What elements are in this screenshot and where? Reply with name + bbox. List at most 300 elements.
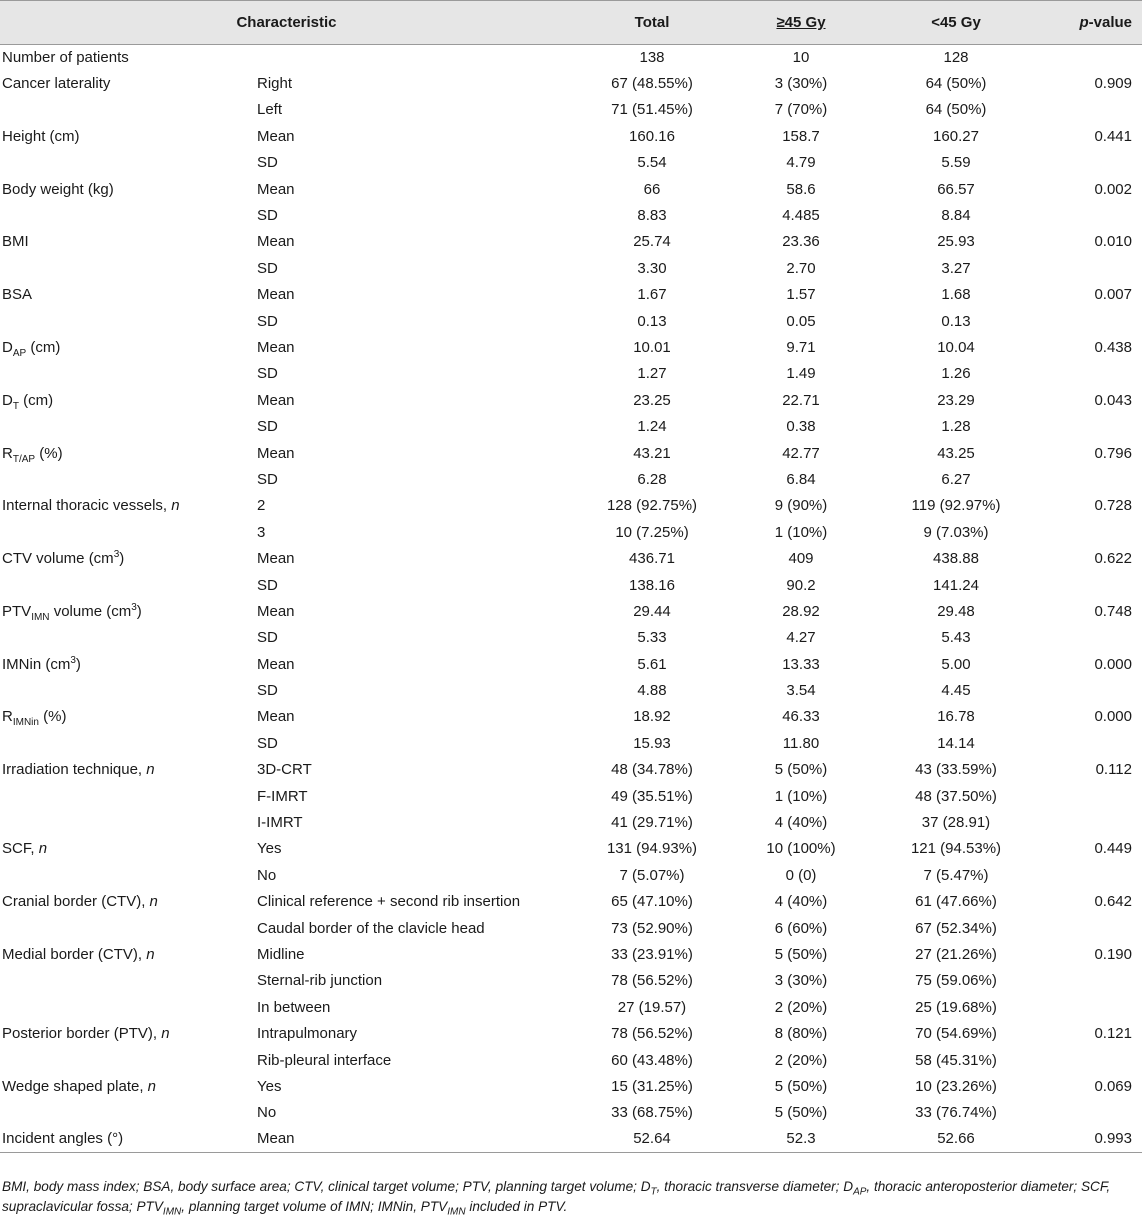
table-row	[0, 308, 1142, 334]
characteristic-text: BMI	[2, 233, 29, 251]
cell-lt45: 5.00	[941, 655, 971, 673]
characteristic-superscript: 3	[131, 601, 137, 613]
cell-characteristic	[0, 704, 255, 730]
cell-pvalue: 0.993	[1041, 1127, 1142, 1153]
cell-ge45: 5 (50%)	[774, 945, 828, 963]
characteristic-subscript: AP	[12, 347, 27, 359]
cell-lt45: 9 (7.03%)	[923, 523, 989, 541]
cell-subcategory: Mean	[257, 391, 295, 409]
cell-total: 66	[643, 180, 661, 198]
characteristic-italic: n	[146, 761, 155, 779]
cell-characteristic	[0, 45, 255, 71]
cell-ge45: 3.54	[786, 682, 816, 700]
header-characteristic-label: Characteristic	[236, 14, 337, 31]
cell-characteristic	[0, 546, 255, 572]
cell-lt45: 0.13	[941, 312, 971, 330]
cell-ge45: 28.92	[782, 602, 820, 620]
cell-characteristic	[0, 440, 255, 466]
table-row	[0, 1074, 1142, 1100]
cell-lt45: 5.59	[941, 154, 971, 172]
characteristic-text: Number of patients	[2, 48, 129, 66]
table-row	[0, 256, 1142, 282]
cell-lt45: 29.48	[937, 602, 975, 620]
cell-lt45: 128	[943, 48, 969, 66]
cell-ge45: 42.77	[782, 444, 820, 462]
cell-characteristic	[0, 467, 255, 493]
cell-pvalue	[1041, 361, 1142, 387]
cell-total: 33 (68.75%)	[611, 1104, 693, 1122]
characteristic-subscript: T/AP	[12, 453, 36, 465]
cell-pvalue	[1041, 810, 1142, 836]
cell-pvalue	[1041, 731, 1142, 757]
characteristic-italic: n	[38, 840, 48, 858]
cell-subcategory: Mean	[257, 233, 295, 251]
table-row	[0, 546, 1142, 572]
cell-characteristic	[0, 995, 255, 1021]
cell-subcategory: Mean	[257, 127, 295, 145]
cell-pvalue: 0.007	[1094, 286, 1132, 304]
cell-ge45: 1 (10%)	[774, 787, 828, 805]
cell-subcategory: Right	[257, 75, 293, 93]
cell-ge45: 2.70	[786, 259, 816, 277]
cell-ge45: 1 (10%)	[774, 523, 828, 541]
cell-ge45: 3 (30%)	[774, 75, 828, 93]
cell-pvalue	[1041, 915, 1142, 941]
cell-total: 71 (51.45%)	[611, 101, 693, 119]
table-row	[0, 995, 1142, 1021]
cell-subcategory: SD	[257, 154, 278, 172]
cell-ge45: 11.80	[782, 734, 820, 752]
cell-subcategory: Sternal-rib junction	[257, 972, 383, 990]
cell-ge45: 2 (20%)	[774, 1051, 828, 1069]
cell-subcategory: SD	[257, 418, 278, 436]
cell-subcategory: I-IMRT	[257, 814, 303, 832]
table-row	[0, 176, 1142, 202]
cell-pvalue	[1041, 625, 1142, 651]
cell-total: 49 (35.51%)	[611, 787, 693, 805]
cell-total: 1.27	[637, 365, 667, 383]
cell-total: 27 (19.57)	[617, 998, 687, 1016]
cell-ge45: 5 (50%)	[774, 1077, 828, 1095]
table-row	[0, 361, 1142, 387]
cell-lt45: 48 (37.50%)	[915, 787, 997, 805]
cell-characteristic	[0, 176, 255, 202]
cell-subcategory: In between	[257, 998, 331, 1016]
cell-subcategory: Mean	[257, 550, 295, 568]
cell-total: 23.25	[633, 391, 671, 409]
cell-characteristic	[0, 520, 255, 546]
cell-subcategory: Mean	[257, 338, 295, 356]
cell-lt45: 23.29	[937, 391, 975, 409]
cell-ge45: 58.6	[786, 180, 816, 198]
cell-subcategory: SD	[257, 207, 278, 225]
cell-characteristic	[0, 757, 255, 783]
table-row	[0, 889, 1142, 915]
cell-ge45: 10 (100%)	[766, 840, 836, 858]
cell-subcategory: SD	[257, 734, 278, 752]
table-row	[0, 863, 1142, 889]
cell-subcategory: SD	[257, 365, 278, 383]
table-row	[0, 757, 1142, 783]
cell-lt45: 43 (33.59%)	[915, 761, 997, 779]
cell-characteristic	[0, 97, 255, 123]
cell-subcategory: Mean	[257, 444, 295, 462]
footnote-text: included in PTV.	[465, 1199, 568, 1214]
table-row	[0, 625, 1142, 651]
cell-total: 29.44	[633, 602, 671, 620]
cell-pvalue: 0.000	[1094, 708, 1132, 726]
characteristic-text: Internal thoracic vessels,	[2, 497, 172, 515]
table-row	[0, 810, 1142, 836]
cell-lt45: 37 (28.91)	[921, 814, 991, 832]
cell-lt45: 160.27	[933, 127, 979, 145]
cell-subcategory: Mean	[257, 655, 295, 673]
cell-lt45: 64 (50%)	[925, 101, 987, 119]
characteristic-text-end: (%)	[38, 708, 67, 726]
cell-subcategory: Left	[257, 101, 283, 119]
table-row	[0, 493, 1142, 519]
cell-ge45: 4 (40%)	[774, 893, 828, 911]
cell-total: 60 (43.48%)	[611, 1051, 693, 1069]
table-row	[0, 97, 1142, 123]
table-row	[0, 1047, 1142, 1073]
cell-total: 8.83	[637, 207, 667, 225]
cell-total: 5.33	[637, 629, 667, 647]
table-row	[0, 1021, 1142, 1047]
cell-characteristic	[0, 942, 255, 968]
table-row	[0, 704, 1142, 730]
cell-lt45: 1.68	[941, 286, 971, 304]
cell-ge45: 9 (90%)	[774, 497, 828, 515]
cell-total: 52.64	[573, 1127, 731, 1153]
cell-total: 436.71	[629, 550, 675, 568]
cell-total: 5.54	[637, 154, 667, 172]
cell-total: 15.93	[633, 734, 671, 752]
characteristic-text: Height (cm)	[2, 127, 80, 145]
cell-lt45: 75 (59.06%)	[915, 972, 997, 990]
cell-pvalue: 0.642	[1094, 893, 1132, 911]
header-lt45-label: <45 Gy	[931, 14, 981, 31]
cell-pvalue	[1041, 968, 1142, 994]
cell-characteristic	[0, 124, 255, 150]
cell-total: 48 (34.78%)	[611, 761, 693, 779]
cell-lt45: 121 (94.53%)	[910, 840, 1002, 858]
cell-ge45: 13.33	[782, 655, 820, 673]
cell-pvalue	[1041, 520, 1142, 546]
characteristic-text-end: (cm)	[26, 338, 61, 356]
table-row	[0, 150, 1142, 176]
cell-lt45: 438.88	[933, 550, 979, 568]
characteristic-text: Cancer laterality	[2, 75, 111, 93]
cell-subcategory: Mean	[257, 286, 295, 304]
cell-ge45: 4 (40%)	[774, 814, 828, 832]
characteristic-subscript: T	[12, 400, 19, 412]
footnote-text: BMI, body mass index; BSA, body surface area; CTV, clinical target volume; PTV, planning target volume; D	[2, 1179, 651, 1194]
characteristic-text: CTV volume (cm	[2, 550, 114, 568]
cell-pvalue	[1041, 45, 1142, 71]
cell-subcategory: Mean	[257, 180, 295, 198]
characteristic-text-end: volume (cm	[49, 602, 132, 620]
header-total-label: Total	[634, 14, 670, 31]
cell-subcategory: Rib-pleural interface	[257, 1051, 392, 1069]
table-row	[0, 414, 1142, 440]
cell-ge45: 5 (50%)	[774, 761, 828, 779]
cell-lt45: 7 (5.47%)	[923, 866, 989, 884]
cell-ge45: 4.485	[782, 207, 820, 225]
cell-total: 41 (29.71%)	[611, 814, 693, 832]
cell-lt45: 52.66	[871, 1127, 1041, 1153]
table-row	[0, 45, 1142, 71]
cell-pvalue: 0.190	[1094, 945, 1132, 963]
cell-total: 0.13	[637, 312, 667, 330]
cell-lt45: 61 (47.66%)	[915, 893, 997, 911]
table-footnote	[2, 1177, 1138, 1217]
cell-ge45: 8 (80%)	[774, 1025, 828, 1043]
table-row	[0, 335, 1142, 361]
cell-total: 73 (52.90%)	[611, 919, 693, 937]
cell-pvalue: 0.441	[1094, 127, 1132, 145]
cell-pvalue	[1041, 203, 1142, 229]
table-body	[0, 45, 1142, 1153]
cell-lt45: 6.27	[941, 470, 971, 488]
cell-subcategory: 3	[257, 523, 266, 541]
cell-subcategory	[255, 45, 573, 71]
cell-pvalue	[1041, 467, 1142, 493]
cell-pvalue	[1041, 150, 1142, 176]
cell-pvalue	[1041, 678, 1142, 704]
footnote-subscript: IMN	[447, 1206, 466, 1218]
cell-characteristic	[0, 810, 255, 836]
cell-pvalue	[1041, 572, 1142, 598]
cell-subcategory: Intrapulmonary	[257, 1025, 358, 1043]
cell-ge45: 1.49	[786, 365, 816, 383]
cell-subcategory: Caudal border of the clavicle head	[257, 919, 485, 937]
characteristic-text: D	[2, 391, 13, 409]
characteristic-text-end: (cm)	[18, 391, 54, 409]
cell-lt45: 66.57	[937, 180, 975, 198]
cell-lt45: 43.25	[937, 444, 975, 462]
header-pvalue	[1041, 1, 1142, 45]
table-row	[0, 229, 1142, 255]
cell-lt45: 1.26	[941, 365, 971, 383]
cell-pvalue	[1041, 308, 1142, 334]
footnote-subscript: T	[650, 1186, 657, 1198]
header-ge45-label: ≥45 Gy	[776, 14, 826, 31]
cell-characteristic	[0, 388, 255, 414]
cell-pvalue: 0.000	[1094, 655, 1132, 673]
cell-ge45: 0.38	[786, 418, 816, 436]
cell-ge45: 7 (70%)	[774, 101, 828, 119]
cell-ge45: 9.71	[786, 338, 816, 356]
characteristic-text: Posterior border (PTV),	[2, 1025, 162, 1043]
cell-total: 7 (5.07%)	[619, 866, 685, 884]
cell-subcategory: Mean	[257, 602, 295, 620]
table-row	[0, 440, 1142, 466]
characteristic-text: R	[2, 444, 13, 462]
cell-pvalue	[1041, 97, 1142, 123]
characteristic-text: R	[2, 708, 13, 726]
cell-characteristic	[0, 256, 255, 282]
cell-subcategory: 2	[257, 497, 266, 515]
cell-lt45: 14.14	[937, 734, 975, 752]
cell-total: 25.74	[633, 233, 671, 251]
table-row	[0, 1100, 1142, 1126]
characteristic-italic: n	[161, 1025, 170, 1043]
cell-ge45: 90.2	[786, 576, 816, 594]
characteristic-text: BSA	[2, 286, 33, 304]
cell-lt45: 27 (21.26%)	[915, 945, 997, 963]
cell-subcategory: Clinical reference + second rib insertion	[257, 893, 521, 911]
cell-ge45: 46.33	[782, 708, 820, 726]
cell-total: 78 (56.52%)	[611, 972, 693, 990]
cell-total: 1.24	[637, 418, 667, 436]
header-characteristic	[0, 1, 573, 45]
cell-pvalue	[1041, 1100, 1142, 1126]
cell-total: 3.30	[637, 259, 667, 277]
cell-pvalue	[1041, 414, 1142, 440]
cell-lt45: 25.93	[937, 233, 975, 251]
characteristic-text: Medial border (CTV),	[2, 945, 147, 963]
cell-characteristic	[0, 71, 255, 97]
cell-characteristic	[0, 625, 255, 651]
characteristic-text-end: (%)	[35, 444, 63, 462]
table-row	[0, 942, 1142, 968]
cell-characteristic	[0, 203, 255, 229]
cell-subcategory: 3D-CRT	[257, 761, 312, 779]
characteristic-text: Wedge shaped plate,	[2, 1077, 148, 1095]
table-row	[0, 1127, 1142, 1153]
cell-lt45: 70 (54.69%)	[915, 1025, 997, 1043]
cell-ge45: 3 (30%)	[774, 972, 828, 990]
cell-lt45: 5.43	[941, 629, 971, 647]
cell-pvalue: 0.002	[1094, 180, 1132, 198]
cell-characteristic	[0, 229, 255, 255]
characteristic-text: Body weight (kg)	[2, 180, 114, 198]
cell-ge45: 6.84	[786, 470, 816, 488]
cell-lt45: 4.45	[941, 682, 971, 700]
table-row	[0, 836, 1142, 862]
characteristic-italic: n	[149, 893, 158, 911]
table-row	[0, 124, 1142, 150]
cell-lt45: 58 (45.31%)	[915, 1051, 997, 1069]
cell-characteristic	[0, 599, 255, 625]
header-total	[573, 1, 731, 45]
characteristic-text: SCF,	[2, 840, 39, 858]
characteristic-subscript: IMN	[31, 611, 50, 623]
cell-ge45: 4.27	[786, 629, 816, 647]
cell-subcategory: SD	[257, 576, 278, 594]
cell-total: 1.67	[637, 286, 667, 304]
cell-pvalue: 0.121	[1094, 1025, 1132, 1043]
cell-ge45: 0 (0)	[785, 866, 817, 884]
cell-pvalue	[1041, 1047, 1142, 1073]
cell-pvalue: 0.010	[1094, 233, 1132, 251]
cell-ge45: 52.3	[731, 1127, 871, 1153]
cell-subcategory: SD	[257, 629, 278, 647]
cell-pvalue: 0.112	[1095, 761, 1132, 779]
cell-pvalue: 0.438	[1094, 338, 1132, 356]
cell-subcategory: SD	[257, 259, 278, 277]
cell-characteristic	[0, 915, 255, 941]
cell-lt45: 8.84	[941, 207, 971, 225]
cell-characteristic	[0, 282, 255, 308]
cell-characteristic	[0, 678, 255, 704]
cell-characteristic	[0, 783, 255, 809]
table-row	[0, 599, 1142, 625]
cell-pvalue: 0.449	[1094, 840, 1132, 858]
cell-pvalue	[1041, 995, 1142, 1021]
cell-pvalue: 0.796	[1094, 444, 1132, 462]
cell-total: 43.21	[633, 444, 671, 462]
table-header-row	[0, 1, 1142, 45]
characteristic-text-end: )	[75, 655, 81, 673]
cell-characteristic	[0, 493, 255, 519]
cell-ge45: 409	[788, 550, 814, 568]
cell-total: 160.16	[629, 127, 675, 145]
characteristic-text: D	[2, 338, 13, 356]
table-row	[0, 968, 1142, 994]
cell-total: 6.28	[637, 470, 667, 488]
cell-ge45: 10	[792, 48, 810, 66]
cell-characteristic	[0, 651, 255, 677]
characteristic-text: Incident angles (°)	[2, 1130, 124, 1148]
characteristic-text: IMNin (cm	[2, 655, 71, 673]
table-row	[0, 467, 1142, 493]
characteristic-text-end: )	[136, 602, 142, 620]
cell-pvalue: 0.069	[1094, 1077, 1132, 1095]
table-row	[0, 678, 1142, 704]
cell-total: 138.16	[629, 576, 675, 594]
characteristic-superscript: 3	[70, 654, 76, 666]
cell-characteristic	[0, 308, 255, 334]
table-row	[0, 651, 1142, 677]
cell-characteristic	[0, 889, 255, 915]
cell-total: 10.01	[633, 338, 671, 356]
cell-characteristic	[0, 1074, 255, 1100]
cell-total: 5.61	[637, 655, 667, 673]
cell-lt45: 25 (19.68%)	[915, 998, 997, 1016]
header-pvalue-italic: p	[1079, 14, 1089, 31]
cell-subcategory: SD	[257, 682, 278, 700]
table-row	[0, 572, 1142, 598]
cell-ge45: 5 (50%)	[774, 1104, 828, 1122]
cell-subcategory: Midline	[257, 945, 305, 963]
table-row	[0, 203, 1142, 229]
footnote-subscript: IMN	[162, 1206, 182, 1218]
cell-total: 65 (47.10%)	[611, 893, 693, 911]
cell-pvalue: 0.909	[1094, 75, 1132, 93]
cell-ge45: 2 (20%)	[774, 998, 828, 1016]
cell-lt45: 67 (52.34%)	[915, 919, 997, 937]
header-ge45	[731, 1, 871, 45]
characteristic-italic: n	[147, 1077, 157, 1095]
cell-characteristic	[0, 1047, 255, 1073]
cell-lt45: 10 (23.26%)	[915, 1077, 997, 1095]
characteristic-italic: n	[146, 945, 155, 963]
cell-characteristic	[0, 731, 255, 757]
cell-ge45: 1.57	[786, 286, 816, 304]
cell-total: 4.88	[637, 682, 667, 700]
cell-total: 138	[639, 48, 665, 66]
cell-ge45: 6 (60%)	[774, 919, 828, 937]
cell-characteristic	[0, 1021, 255, 1047]
cell-subcategory: F-IMRT	[257, 787, 308, 805]
cell-subcategory: No	[257, 1104, 277, 1122]
cell-characteristic	[0, 863, 255, 889]
characteristic-superscript: 3	[113, 549, 120, 561]
cell-ge45: 23.36	[782, 233, 820, 251]
cell-total: 128 (92.75%)	[606, 497, 698, 515]
